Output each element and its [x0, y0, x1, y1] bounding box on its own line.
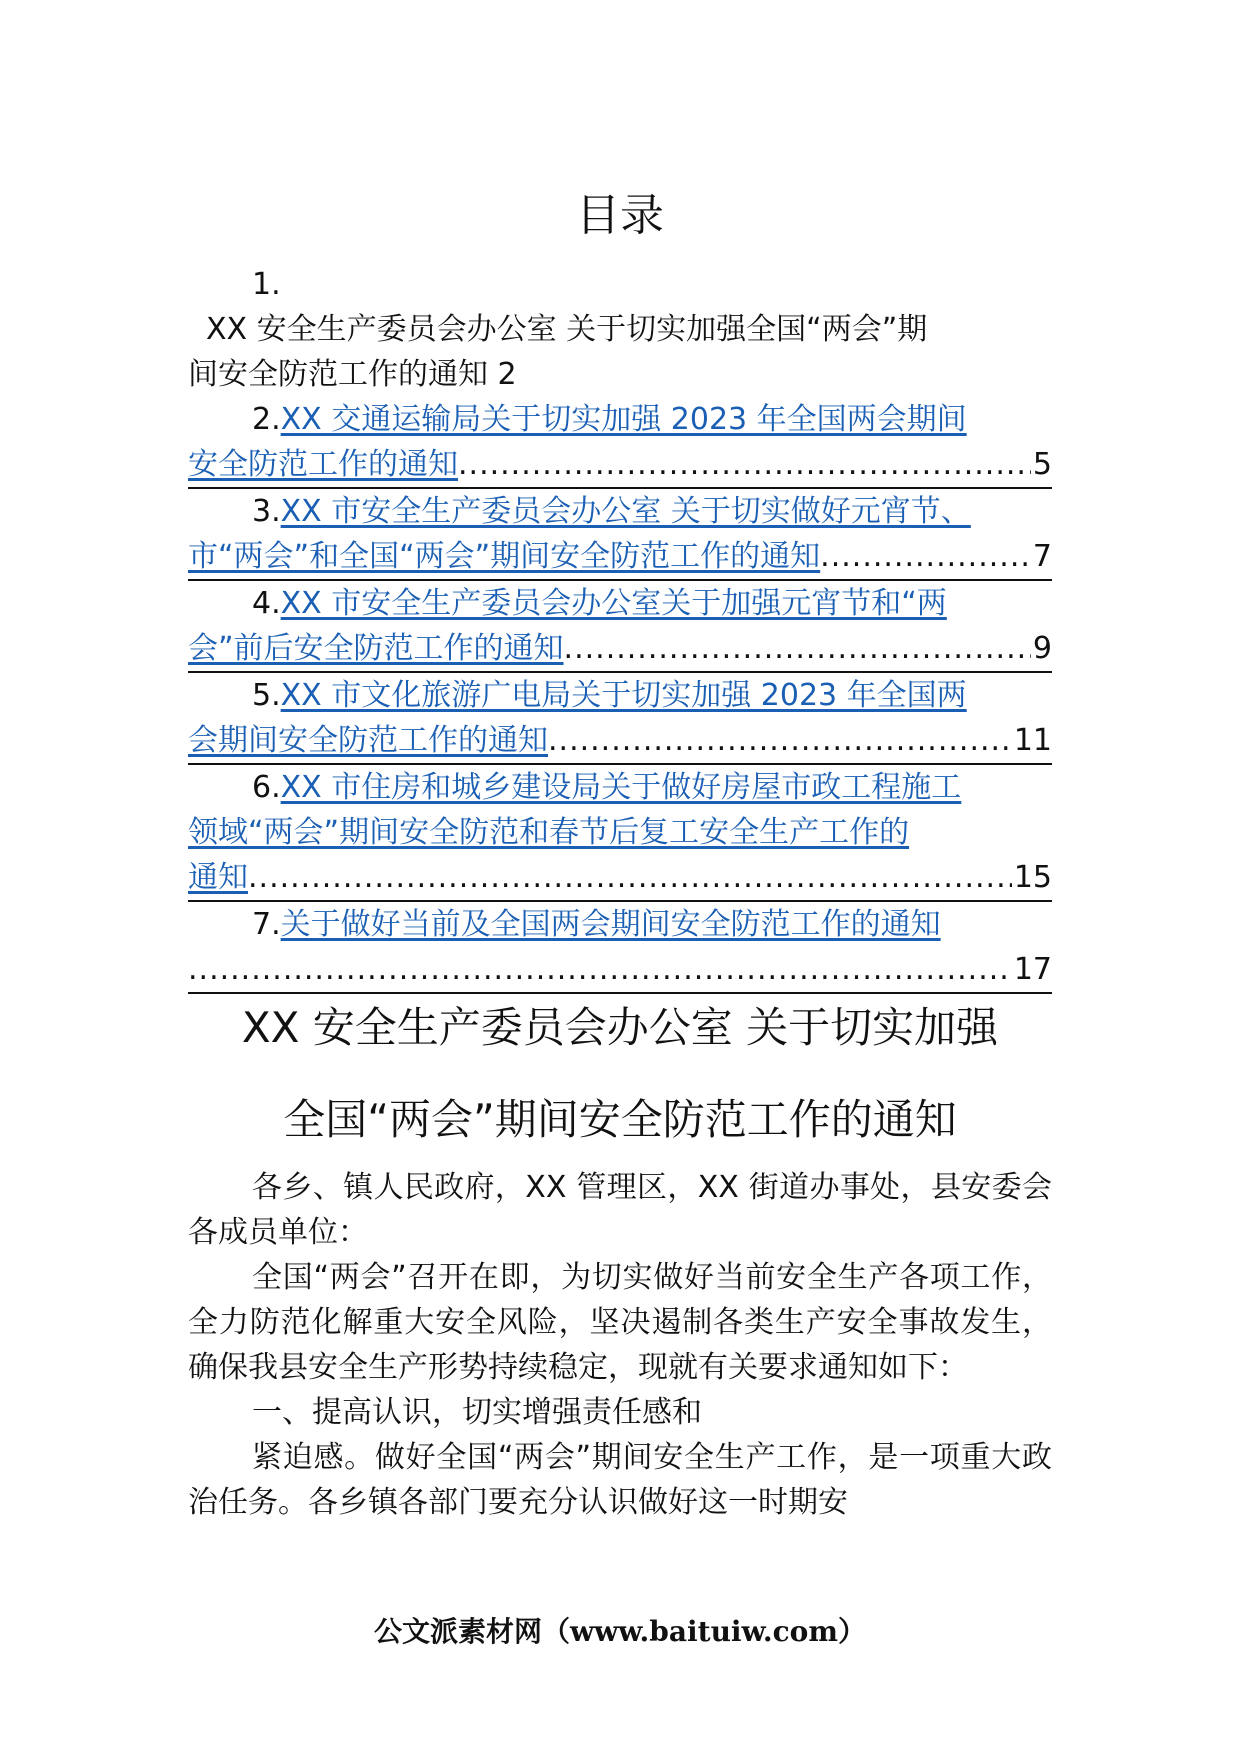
table-of-contents — [188, 262, 1052, 994]
toc-item-3-link[interactable]: XX 市安全生产委员会办公室 关于切实做好元宵节、 — [280, 494, 971, 529]
toc-item-6-link-cont2[interactable]: 通知 — [188, 860, 248, 895]
toc-item-5-number: 5. — [252, 678, 281, 713]
toc-leader-dots — [548, 718, 1012, 763]
toc-item-1-line1[interactable]: XX 安全生产委员会办公室 关于切实加强全国“两会”期 — [206, 312, 928, 347]
toc-item-3-number: 3. — [252, 494, 281, 529]
toc-item-5-link-cont[interactable]: 会期间安全防范工作的通知 — [188, 723, 548, 758]
toc-item-4-number: 4. — [252, 586, 281, 621]
toc-item-7-link[interactable]: 关于做好当前及全国两会期间安全防范工作的通知 — [280, 907, 941, 942]
toc-item-6-page: 15 — [1013, 860, 1052, 895]
toc-item-1-number: 1. — [252, 267, 281, 302]
document-title-line1: XX 安全生产委员会办公室 关于切实加强 — [241, 1003, 999, 1052]
footer-watermark: 公文派素材网（www.baituiw.com） — [374, 1615, 866, 1648]
toc-item-4-page: 9 — [1032, 631, 1052, 666]
toc-leader-dots — [458, 442, 1031, 487]
toc-item-4-row[interactable] — [188, 626, 1052, 673]
document-title-line2: 全国“两会”期间安全防范工作的通知 — [283, 1095, 957, 1144]
toc-item-7-page: 17 — [1013, 952, 1052, 987]
toc-item-3-link-cont[interactable]: 市“两会”和全国“两会”期间安全防范工作的通知 — [188, 539, 821, 574]
toc-item-6-link-cont[interactable]: 领域“两会”期间安全防范和春节后复工安全生产工作的 — [188, 815, 910, 850]
toc-item-5-page: 11 — [1013, 723, 1052, 758]
toc-item-2-link-cont[interactable]: 安全防范工作的通知 — [188, 447, 458, 482]
toc-title: 目录 — [576, 190, 664, 241]
toc-item-2-link[interactable]: XX 交通运输局关于切实加强 2023 年全国两会期间 — [280, 402, 967, 437]
toc-item-4-link-cont[interactable]: 会”前后安全防范工作的通知 — [188, 631, 564, 666]
toc-leader-dots — [820, 534, 1031, 579]
toc-leader-dots — [248, 855, 1012, 900]
toc-item-2-number: 2. — [252, 402, 281, 437]
paragraph-section-heading: 一、提高认识，切实增强责任感和 — [252, 1395, 702, 1430]
toc-item-2-page: 5 — [1032, 447, 1052, 482]
toc-item-2-row[interactable] — [188, 442, 1052, 489]
toc-item-7-number: 7. — [252, 907, 281, 942]
toc-leader-dots — [564, 626, 1031, 671]
toc-item-6-number: 6. — [252, 770, 281, 805]
toc-leader-dots — [188, 947, 1012, 992]
document-body — [188, 1165, 1052, 1525]
paragraph-intro: 全国“两会”召开在即，为切实做好当前安全生产各项工作，全力防范化解重大安全风险，坚决遏制各类生产安全事故发生，确保我县安全生产形势持续稳定，现就有关要求通知如下： — [188, 1260, 1052, 1385]
toc-item-6-link[interactable]: XX 市住房和城乡建设局关于做好房屋市政工程施工 — [280, 770, 962, 805]
paragraph-section-body: 紧迫感。做好全国“两会”期间安全生产工作，是一项重大政治任务。各乡镇各部门要充分认识做好这一时期安 — [188, 1440, 1052, 1520]
toc-item-1-line2[interactable]: 间安全防范工作的通知 2 — [188, 357, 517, 392]
toc-item-4-link[interactable]: XX 市安全生产委员会办公室关于加强元宵节和“两 — [280, 586, 947, 621]
toc-item-3-page: 7 — [1032, 539, 1052, 574]
toc-item-5-row[interactable] — [188, 718, 1052, 765]
toc-item-6-row[interactable] — [188, 855, 1052, 902]
toc-item-7-row[interactable] — [188, 947, 1052, 994]
paragraph-addressees: 各乡、镇人民政府，XX 管理区，XX 街道办事处，县安委会各成员单位： — [188, 1170, 1052, 1250]
toc-item-3-row[interactable] — [188, 534, 1052, 581]
toc-item-5-link[interactable]: XX 市文化旅游广电局关于切实加强 2023 年全国两 — [280, 678, 967, 713]
